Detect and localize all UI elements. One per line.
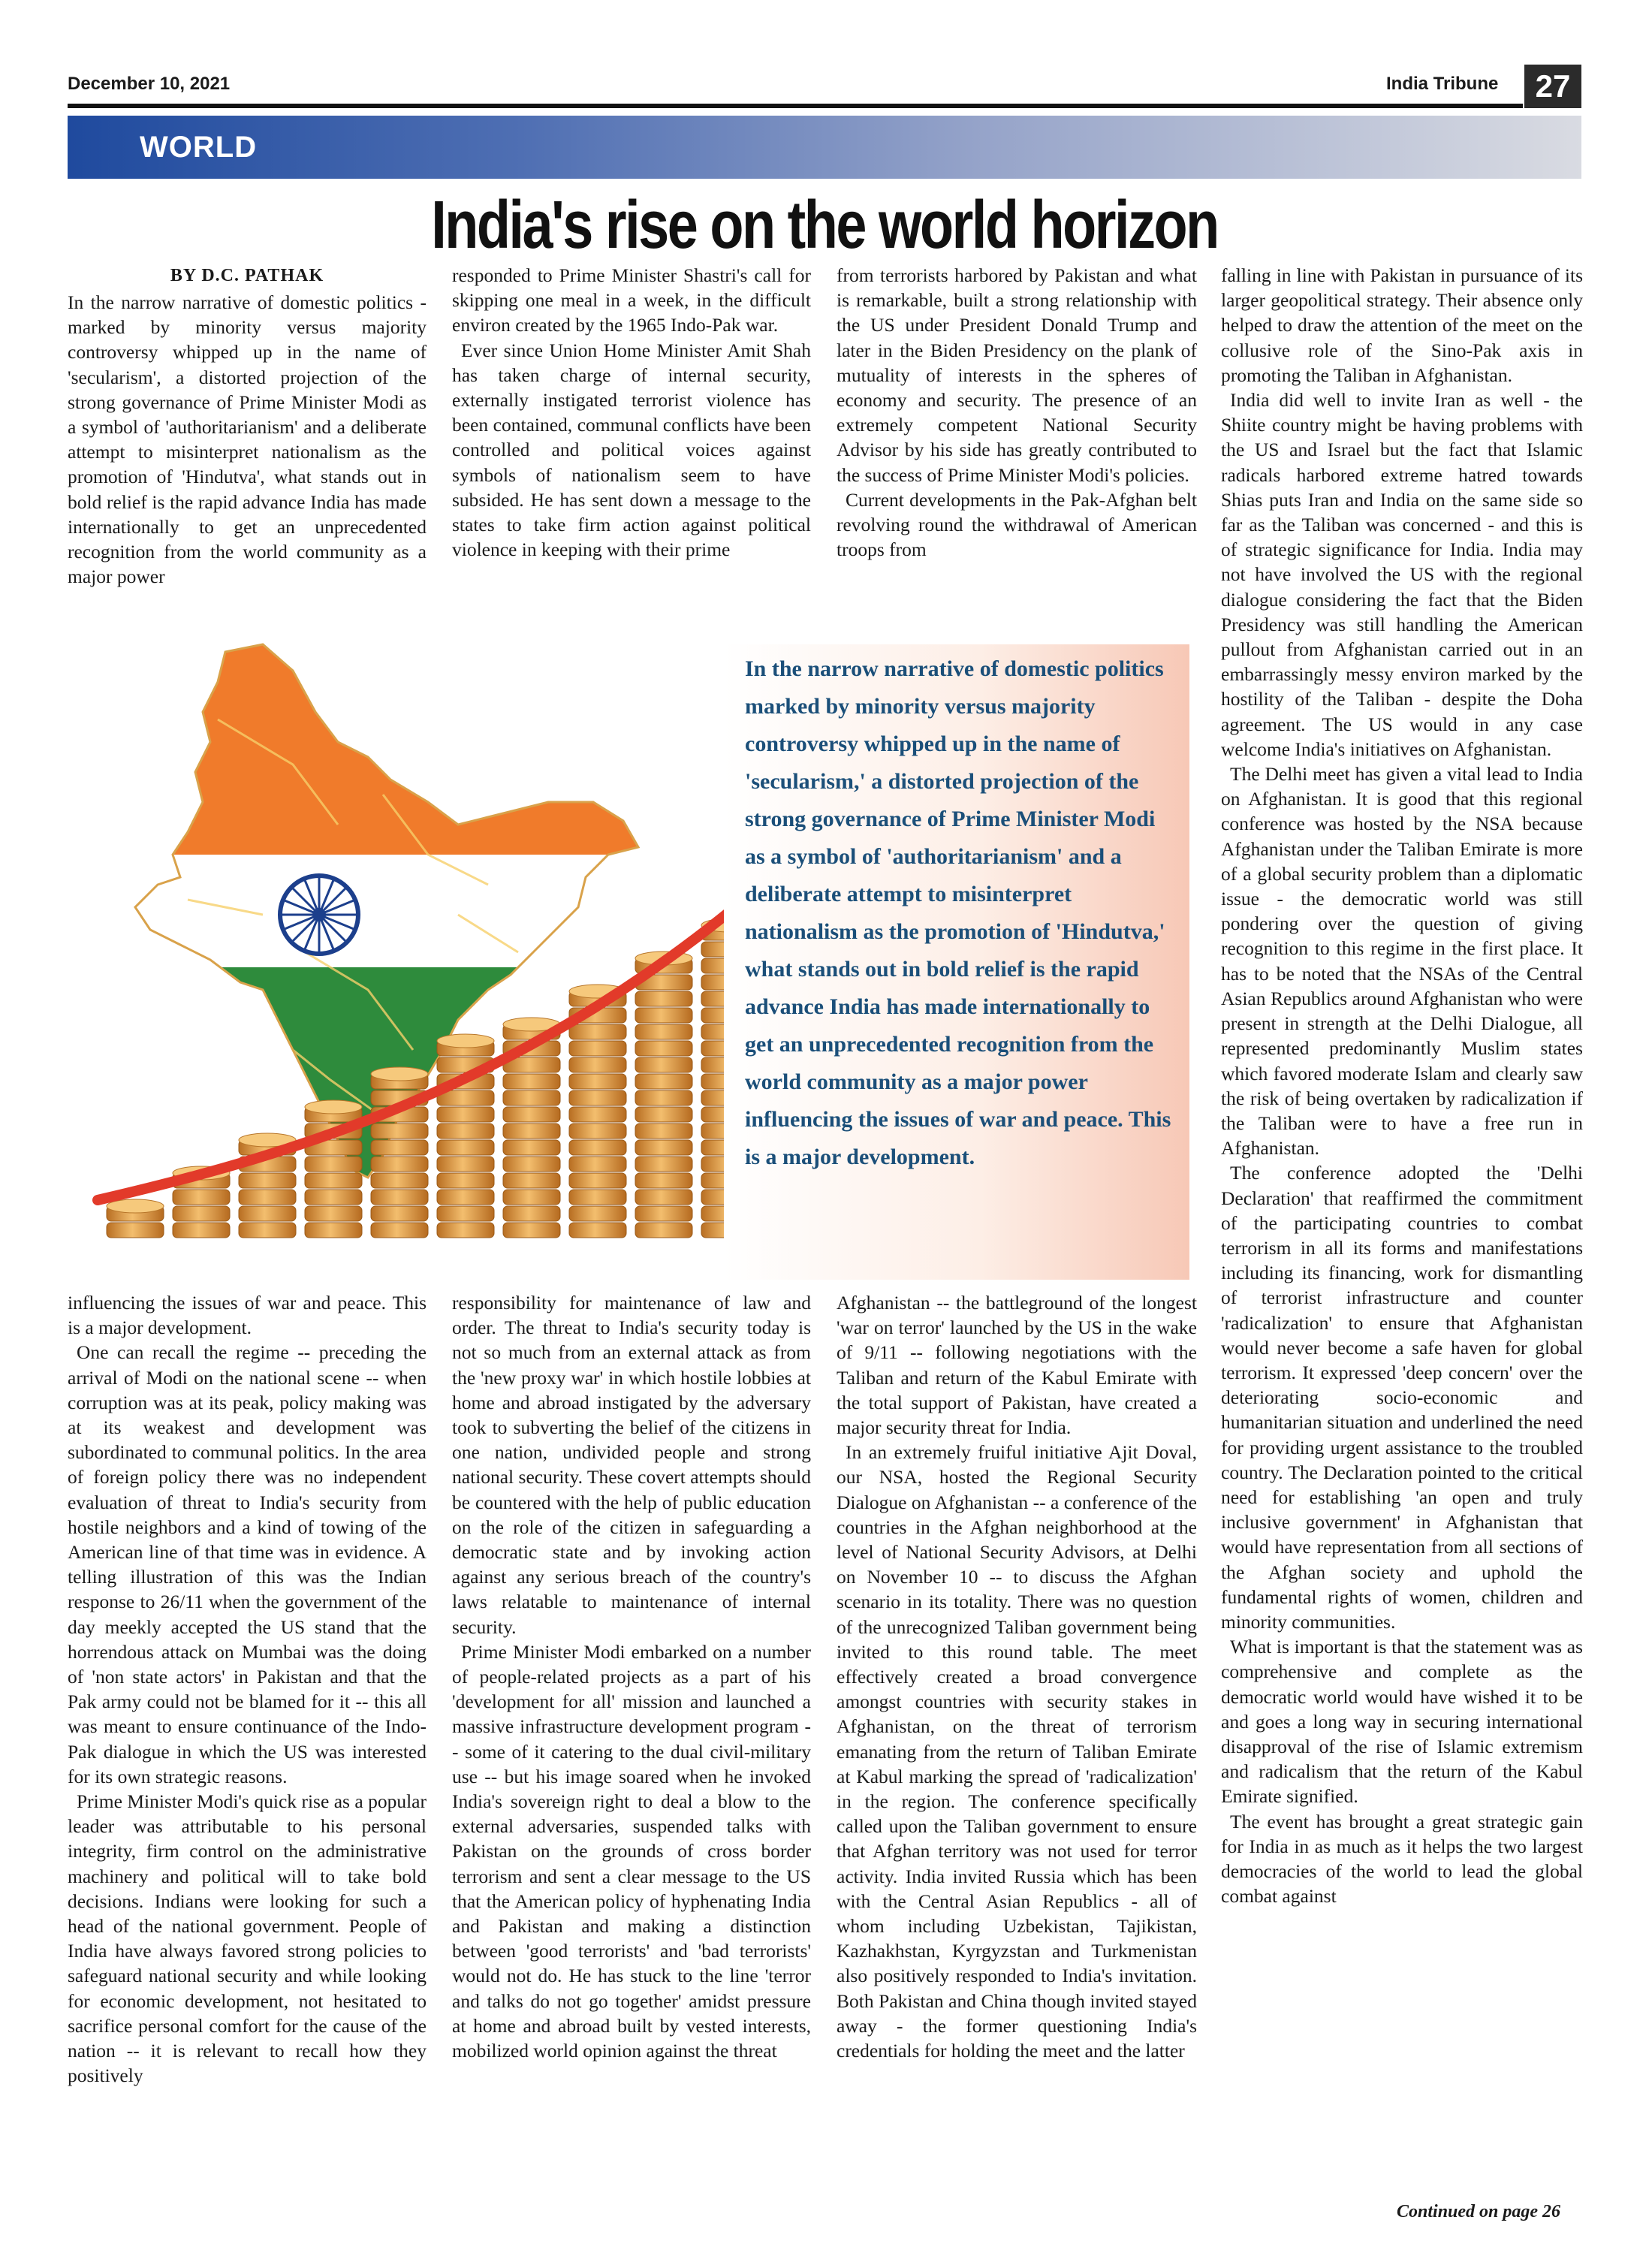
coin [437,1157,494,1172]
coin [503,1157,560,1172]
paragraph: from terrorists harbored by Pakistan and what is remarkable, built a strong relationship with the US under President Donald Trump and later in the Biden Presidency on the plank of mutuality of interests in the spheres of economy and security. The presence of an extremely competent National Security Advisor by his side has greatly contributed to the success of Prime Minister Modi's policies. [837,264,1197,486]
coin [635,1157,692,1172]
paragraph: The event has brought a great strategic gain for India in as much as it helps the two largest democracies of the world to lead the global combat against [1221,1810,1583,1908]
coin [635,1173,692,1188]
coin [635,1074,692,1089]
coin [569,1206,626,1221]
coin [503,1123,560,1139]
coin [569,1074,626,1089]
coin-top [437,1034,494,1048]
coin [371,1206,428,1221]
paragraph: Prime Minister Modi embarked on a number of people-related projects as a part of his 'development for all' mission and launched a massive infrastructure development program -- some of it catering to the dual civil-military use -- but his image soared when he invoked India's sovereign right to deal a blow to the external adversaries, suspended talks with Pakistan on the grounds of cross border terrorism and sent a clear message to the US that the American policy of hyphenating India and Pakistan and making a distinction between 'good terrorists' and 'bad terrorists' would not do. He has stuck to the line 'terror and talks do not go together' amidst pressure at home and abroad built by vested interests, mobilized world opinion against the threat [452,1640,811,2062]
coin [635,1008,692,1023]
ashoka-chakra-icon [280,876,358,954]
coin [635,1123,692,1139]
paragraph: The Delhi meet has given a vital lead to India on Afghanistan. It is good that this regional conference was hosted by the NSA because Afghanistan under the Taliban Emirate is more of a global security problem than a diplomatic issue - the democratic world was still pondering over the question of giving recognition to this regime in the first place. It has to be noted that the NSAs of the Central Asian Republics around Afghanistan who were present in strength at the Delhi Dialogue, all represented predominantly Muslim states which favored moderate Islam and clearly saw the risk of being overtaken by radicalization if the Taliban were to have a free run in Afghanistan. [1221,763,1583,1160]
coin [305,1157,362,1172]
issue-date: December 10, 2021 [68,74,231,94]
coin [107,1223,164,1238]
coin [371,1173,428,1188]
coin [635,991,692,1006]
continued-note: Continued on page 26 [1397,2202,1561,2221]
paragraph: The conference adopted the 'Delhi Declaration' that reaffirmed the commitment of the participating countries to combat terrorism in all its forms and manifestations including its financing, work for dismantling of terrorist infrastructure and counter 'radicalization' to ensure that Afghanistan would never become a safe haven for global terrorism. It expressed 'deep concern' over the deteriorating socio-economic and humanitarian situation and underlined the need for providing urgent assistance to the troubled country. The Declaration pointed to the critical need for establishing 'an open and truly inclusive government' in Afghanistan that would have representation from all sections of the Afghan society and uphold the fundamental rights of women, children and minority communities. [1221,1162,1583,1633]
article-headline: India's rise on the world horizon [431,188,1218,263]
section-banner [68,116,1581,179]
coin [635,1057,692,1072]
coin [437,1107,494,1122]
coin [437,1223,494,1238]
coin [503,1206,560,1221]
coin [503,1223,560,1238]
coin [635,1024,692,1039]
coin [371,1190,428,1205]
coin [569,1024,626,1039]
column-4 [1221,263,1583,2163]
pull-quote: In the narrow narrative of domestic politics marked by minority versus majority controversy whipped up in the name of 'secularism,' a distorted projection of the strong governance of Prime Minister Modi as a symbol of 'authoritarianism' and a deliberate attempt to misinterpret nationalism as the promotion of 'Hindutva,' what stands out in bold relief is the rapid advance India has made internationally to get an unprecedented recognition from the world community as a major power influencing the issues of war and peace. This is a major development. [745,656,1171,1169]
coin [635,1223,692,1238]
paragraph: responded to Prime Minister Shastri's call for skipping one meal in a week, in the difficult environ created by the 1965 Indo-Pak war. [452,264,811,336]
coin [305,1190,362,1205]
coin [173,1223,230,1238]
coin [371,1140,428,1155]
paragraph: responsibility for maintenance of law and order. The threat to India's security today is not so much from an external attack as from the 'new proxy war' in which hostile lobbies at home and abroad instigated by the adversary took to subverting the belief of the citizens in one nation, undivided people and strong national security. These covert attempts should be countered with the help of public education on the role of the citizen in safeguarding a democratic state and by invoking action against any serious breach of the country's laws relatable to maintenance of internal security. [452,1292,811,1638]
paragraphs [68,290,427,589]
coin-top [305,1100,362,1114]
coin [503,1107,560,1122]
coin [437,1190,494,1205]
coin [437,1173,494,1188]
coin [305,1173,362,1188]
coin [503,1074,560,1089]
coin [569,1057,626,1072]
column-2-bottom [452,1290,811,2176]
coin [503,1173,560,1188]
coin [635,1140,692,1155]
publication-name: India Tribune [1386,74,1499,94]
coin [503,1090,560,1105]
paragraph: In an extremely fruiful initiative Ajit Doval, our NSA, hosted the Regional Security Dialogue on Afghanistan -- a conference of the countries in the Afghan neighborhood at the level of National Security Advisors, at Delhi on November 10 -- to discuss the Afghan scenario in its totality. There was no question of the unrecognized Taliban government being invited to this round table. The meet effectively created a broad convergence amongst countries with security stakes in Afghanistan, on the threat of terrorism emanating from the return of Taliban Emirate at Kabul marking the spread of 'radicalization' in the region. The conference specifically called upon the Taliban government to ensure that Afghan territory was not used for terror activity. India invited Russia which has been with the Central Asian Republics - all of whom including Uzbekistan, Tajikistan, Kazhakhstan, Kyrgyzstan and Turkmenistan also positively responded to India's invitation. Both Pakistan and China though invited stayed away - the former questioning India's credentials for holding the meet and the latter [837,1441,1197,2062]
coin [503,1190,560,1205]
coin [569,1157,626,1172]
coin [635,1041,692,1056]
coin [569,1140,626,1155]
coin [635,1206,692,1221]
coin [503,1140,560,1155]
paragraph: Ever since Union Home Minister Amit Shah has taken charge of internal security, externally instigated terrorist violence has been contained, communal conflicts have been controlled and political voices against symbols of nationalism seem to have subsided. He has sent down a message to the states to take firm action against political violence in keeping with their prime [452,339,811,561]
coin [305,1206,362,1221]
coin [635,1090,692,1105]
coin [371,1123,428,1139]
paragraph: India did well to invite Iran as well - the Shiite country might be having problems with the US and Israel but the fact that Islamic radicals harbored extreme hatred towards Shias puts Iran and India on the same side so far as the Taliban was concerned - and this is of strategic significance for India. India may not have involved the US with the regional dialogue considering the fact that the Biden Presidency was still handling the American pullout from Afghanistan carried out in an embarrassingly messy environ marked by the hostility of the Taliban - despite the Doha agreement. The US would in any case welcome India's initiatives on Afghanistan. [1221,389,1583,760]
paragraph: One can recall the regime -- preceding the arrival of Modi on the national scene -- when corruption was at its peak, policy making was at its weakest and development was subordinated to communal politics. In the area of foreign policy there was no independent evaluation of threat to India's security from hostile neighbors and a kind of towing of the American line of that time was in evidence. A telling illustration of this was the Indian response to 26/11 when the government of the day meekly accepted the US stand that the horrendous attack on Mumbai was the doing of 'non state actors' in Pakistan and that the Pak army could not be blamed for it -- this all was meant to ensure continuance of the Indo-Pak dialogue in which the US was interested for its own strategic reasons. [68,1341,427,1787]
coin [569,1107,626,1122]
coin [635,1190,692,1205]
coin-top [371,1067,428,1081]
header-rule [68,104,1523,108]
coin [239,1173,296,1188]
coin [569,1223,626,1238]
column-3-top [837,263,1197,616]
column-2-top [452,263,811,616]
paragraph: Current developments in the Pak-Afghan belt revolving round the withdrawal of American troops from [837,488,1197,561]
coin [173,1190,230,1205]
column-1-bottom [68,1290,427,2176]
coin [371,1157,428,1172]
paragraph: influencing the issues of war and peace. This is a major development. [68,1292,427,1339]
coin [569,1173,626,1188]
coin [437,1123,494,1139]
paragraph: In the narrow narrative of domestic politics - marked by minority versus majority controversy whipped up in the name of 'secularism', a distorted projection of the strong governance of Prime Minister Modi as a symbol of 'authoritarianism' and a deliberate attempt to misinterpret nationalism as the promotion of 'Hindutva', what stands out in bold relief is the rapid advance India has made internationally to get an unprecedented recognition from the world community as a major power [68,291,427,588]
page-number: 27 [1524,65,1581,108]
column-3-bottom [837,1290,1197,2176]
coin [569,1041,626,1056]
coin [371,1223,428,1238]
coin [437,1140,494,1155]
coin [569,1090,626,1105]
byline: BY D.C. PATHAK [170,266,324,285]
coin [239,1206,296,1221]
coin [305,1223,362,1238]
paragraph: What is important is that the statement was as comprehensive and complete as the democratic world would have wished it to be and goes a long way in securing international disapproval of the rise of Islamic extremism and radicalism that the return of the Kabul Emirate signified. [1221,1636,1583,1808]
column-1-top [68,264,427,614]
paragraph: Prime Minister Modi's quick rise as a popular leader was attributable to his personal integrity, firm control on the administrative machinery and political will to take bold decisions. Indians were looking for such a head of the national government. People of India have always favored strong policies to safeguard national security and while looking for economic development, not hesitated to sacrifice personal comfort for the cause of the nation -- it is relevant to recall how they positively [68,1790,427,2087]
coin [239,1223,296,1238]
paragraph: falling in line with Pakistan in pursuance of its larger geopolitical strategy. Their absence only helped to draw the attention of the meet on the collusive role of the Sino-Pak axis in promoting the Taliban in Afghanistan. [1221,264,1583,386]
coin [437,1206,494,1221]
coin [239,1190,296,1205]
coin [173,1206,230,1221]
coin [569,1190,626,1205]
coin [569,1123,626,1139]
section-label: WORLD [140,131,258,164]
coin [635,1107,692,1122]
paragraph: Afghanistan -- the battleground of the longest 'war on terror' launched by the US in the wake of 9/11 -- following negotiations with the Taliban and return of the Kabul Emirate with the total support of Pakistan, have created a major security threat for India. [837,1292,1197,1439]
